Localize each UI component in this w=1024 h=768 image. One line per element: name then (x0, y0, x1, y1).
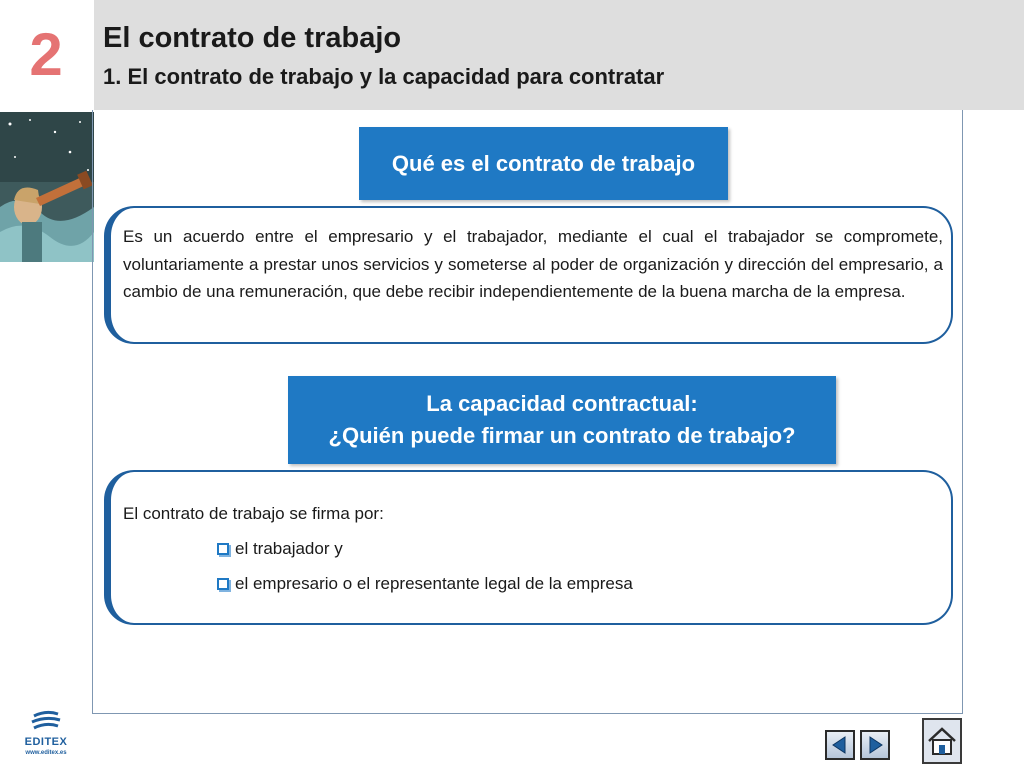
page-title: El contrato de trabajo (103, 22, 402, 54)
next-slide-button[interactable] (860, 730, 890, 760)
home-button[interactable] (922, 718, 962, 764)
triangle-left-icon (830, 735, 850, 755)
list-item (217, 574, 633, 594)
chapter-number: 2 (29, 21, 63, 88)
definition-text: Es un acuerdo entre el empresario y el trabajador, mediante el cual el trabajador se compromete, voluntariamente a prestar unos servicios y someterse al poder de organización y dirección del empresario, a cambio de una remuneración, que debe recibir independientemente de la buena marcha de la empresa. (123, 227, 943, 301)
triangle-right-icon (865, 735, 885, 755)
logo-url: www.editex.es (25, 750, 67, 756)
checkbox-icon (217, 578, 229, 590)
list-item-text: el trabajador y (235, 539, 343, 558)
list-item-text: el empresario o el representante legal de la empresa (235, 574, 633, 593)
editex-logo (18, 710, 74, 760)
page-subtitle: 1. El contrato de trabajo y la capacidad para contratar (103, 64, 665, 89)
checkbox-icon (217, 543, 229, 555)
section-heading-text: Qué es el contrato de trabajo (391, 150, 696, 176)
section-heading-capacity (288, 376, 836, 464)
list-item (217, 539, 343, 559)
editex-logo-mark (18, 710, 74, 736)
section-heading-line2: ¿Quién puede firmar un contrato de trabajo? (328, 423, 796, 448)
section-heading-what-is-contract (359, 127, 728, 200)
house-icon (926, 725, 958, 757)
previous-slide-button[interactable] (825, 730, 855, 760)
section-heading-line1: La capacidad contractual: (426, 391, 698, 416)
signatories-lead: El contrato de trabajo se firma por: (123, 504, 384, 523)
header-band (94, 0, 1024, 110)
logo-name: EDITEX (24, 736, 68, 748)
telescope-illustration (0, 112, 94, 262)
